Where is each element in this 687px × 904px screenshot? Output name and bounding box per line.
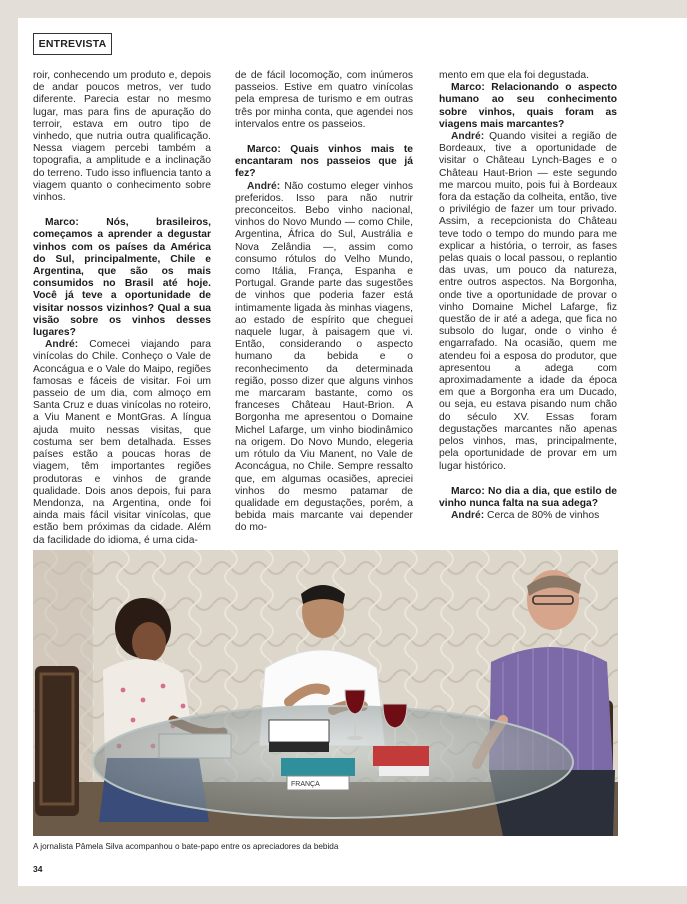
book-icon	[269, 742, 329, 752]
book-icon	[281, 758, 355, 776]
text-column-2	[235, 70, 413, 540]
question: Marco: Quais vinhos mais te encantaram nos passeios que já fez?	[235, 144, 413, 180]
book-icon	[269, 720, 329, 742]
book-icon	[373, 746, 429, 766]
left-chair-icon	[35, 666, 79, 816]
paragraph: mento em que ela foi degustada.	[439, 70, 589, 81]
answer-text: Não costumo eleger vinhos preferidos. Isso para não nutrir preconceitos. Bebo vinho nacional, vinhos do Novo Mundo — como Chile, Argentina, África do Sul, Austrália e Nova Zelândia —, assim como consumo rótulos do Velho Mundo, como Itália, França, Espanha e Portugal. Grande parte das sugestões de vinhos que poderia fazer está intimamente ligada às minhas viagens, ao estado de espírito que cheguei naquele lugar, à paisagem que vi. Então, considerando o aspecto humano da bebida e o reconhecimento da determinada região, posso dizer que alguns vinhos me marcaram bastante, como os franceses Château Haut-Brion. A Borgonha me apresentou o Domaine Michel Lafarge, um vinho biodinâmico na origem. Do Novo Mundo, elegeria um rótulo da Viu Manent, no Vale de Aconcágua, no Chile. Sempre ressalto que, em algumas ocasiões, apreciei vinhos do mesmo patamar de qualidade em degustações, porém, a bebida mais marcante vai depender do mo-	[235, 180, 413, 534]
paragraph: de de fácil locomoção, com inúmeros passeios. Estive em quatro vinícolas pela empresa de turismo e em outras três por minha conta, que agendei nos intervalos entre os passeios.	[235, 70, 413, 130]
speaker-name: André:	[451, 510, 485, 522]
answer	[235, 181, 413, 535]
question: Marco: No dia a dia, que estilo de vinho nunca falta na sua adega?	[439, 485, 617, 509]
section-label: ENTREVISTA	[33, 33, 112, 55]
book-icon	[379, 766, 429, 776]
answer-text: Comecei viajando para vinícolas do Chile. Conheço o Vale de Aconcágua e o Vale do Maipo, regiões famosas e fáceis de visitar. Foi um passeio de um dia, com almoço em Santa Cruz e duas vinícolas no roteiro, a Viu Manent e MontGras. A língua ajuda muito nessas visitas, que costuma ser bem detalhada. Esses países estão a poucas horas de viagem, têm importantes regiões produtoras e vinhos de grande qualidade. Dois anos depois, fui para Mendonza, na Argentina, onde foi ainda mais fácil visitar vinícolas, que estão bem próximas da cidade. Além da facilidade do idioma, é uma cida-	[33, 339, 211, 546]
speaker-name: André:	[451, 131, 485, 143]
speaker-name: André:	[45, 339, 79, 351]
answer-text: Cerca de 80% de vinhos	[484, 510, 600, 522]
answer	[33, 339, 211, 546]
photo-caption: A jornalista Pâmela Silva acompanhou o bate-papo entre os apreciadores da bebida	[33, 842, 339, 851]
answer-text: Quando visitei a região de Bordeaux, tive a oportunidade de visitar o Château Lynch-Bages e o Château Haut-Brion — este segundo me marcou muito, pois fui à Bordeaux fora da estação da colheita, então, tive o privilégio de fazer um tour privado. Assim, a recepcionista do Château teve todo o tempo do mundo para me explicar a história, o terroir, as fases pelas quais o local passou, o replantio das uvas, um pouco da natureza, entre outros aspectos. Na Borgonha, onde tive a oportunidade de provar o vinho Domaine Michel Lafarge, fiz questão de ir até a adega, que fica no subsolo do lugar, onde o vinho é engarrafado. Na ocasião, quem me atendeu foi a esposa do produtor, que apresentou a adega com aproximadamente a idade da época em que a Borgonha era um Ducado, ou seja, eu estava pisando num chão do século XV. Essas foram degustações marcantes não apenas pelos vinhos, mas, principalmente, pela oportunidade de provar em um lugar histórico.	[439, 131, 617, 472]
question: Marco: Relacionando o aspecto humano ao seu conhecimento sobre vinhos, quais foram as viagens mais marcantes?	[439, 82, 617, 130]
page-number: 34	[33, 864, 43, 874]
answer	[439, 510, 617, 522]
paragraph: roir, conhecendo um produto e, depois de andar poucos metros, ver tudo diferente. Parecia estar no mesmo lugar, mas para fins de apuração do terroir, estava em outro tipo de vinhedo, que nutria outra qualificação. Nessa viagem percebi também a topografia, a amplitude e a inclinação do terreno. Tudo isso influencia tanto a viagem quanto o conhecimento sobre vinhos.	[33, 70, 211, 204]
answer	[439, 131, 617, 473]
book-title: FRANÇA	[291, 781, 320, 788]
text-column-3	[439, 70, 617, 540]
speaker-name: André:	[247, 180, 281, 192]
interview-photo	[33, 550, 618, 836]
question: Marco: Nós, brasileiros, começamos a aprender a degustar vinhos com os países da América do Sul, principalmente, Chile e Argentina, que são os mais consumidos no Brasil até hoje. Você já teve a oportunidade de visitar nossos vizinhos? Qual a sua visão sobre os vinhos desses lugares?	[33, 217, 211, 339]
text-column-1	[33, 70, 211, 546]
